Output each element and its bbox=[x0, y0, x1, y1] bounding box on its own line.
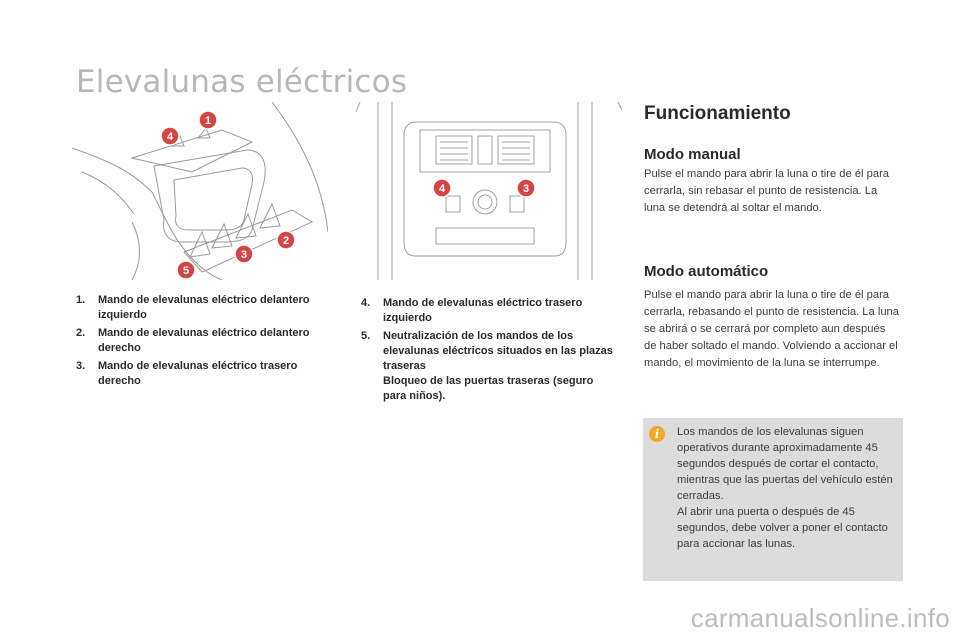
list-item: 3. Mando de elevalunas eléctrico trasero derecho bbox=[76, 360, 298, 387]
callout-marker-label: 4 bbox=[166, 131, 174, 143]
page-title: Elevalunas eléctricos bbox=[76, 64, 408, 100]
info-icon: i bbox=[649, 426, 665, 442]
callout-marker-label: 2 bbox=[282, 235, 290, 247]
list-item: 4. Mando de elevalunas eléctrico trasero izquierdo bbox=[361, 297, 583, 324]
callout-marker-label: 5 bbox=[182, 265, 190, 277]
list-item: 2. Mando de elevalunas eléctrico delantero derecho bbox=[76, 327, 310, 354]
front-door-controls-illustration bbox=[72, 102, 328, 280]
callout-marker-label: 3 bbox=[522, 183, 530, 195]
auto-mode-text: Pulse el mando para abrir la luna o tire de él para cerrarla, rebasando el punto de resistencia. La luna se abrirá o se cerrará por completo aun después de haber soltado el mando. Volviendo a accionar el mando, el movimiento de la luna se interrumpe. bbox=[644, 289, 899, 369]
auto-mode-heading: Modo automático bbox=[644, 263, 769, 280]
info-note-text: Los mandos de los elevalunas siguen operativos durante aproximadamente 45 segundos después de cortar el contacto, mientras que las puertas del vehículo estén cerradas. Al abrir una puerta o después de 45 segundos, debe volver a poner el contacto para accionar las lunas. bbox=[677, 426, 893, 550]
info-note bbox=[643, 418, 903, 581]
manual-mode-text: Pulse el mando para abrir la luna o tire de él para cerrarla, sin rebasar el punto de resistencia. La luna se detendrá al soltar el mando. bbox=[644, 168, 890, 214]
callout-marker-label: 3 bbox=[240, 249, 248, 261]
list-item: 1. Mando de elevalunas eléctrico delantero izquierdo bbox=[76, 294, 310, 321]
rear-console-illustration bbox=[356, 102, 624, 280]
callout-marker-label: 1 bbox=[204, 115, 212, 127]
section-heading: Funcionamiento bbox=[644, 103, 791, 124]
site-watermark: carmanualsonline.info bbox=[690, 603, 950, 633]
controls-list-right bbox=[361, 296, 617, 407]
callout-marker-label: 4 bbox=[438, 183, 446, 195]
controls-list-left bbox=[76, 293, 338, 392]
manual-mode-heading: Modo manual bbox=[644, 146, 741, 163]
list-item: 5. Neutralización de los mandos de los elevalunas eléctricos situados en las plazas traseras Bloqueo de las puertas traseras (seguro para niños). bbox=[361, 330, 613, 402]
